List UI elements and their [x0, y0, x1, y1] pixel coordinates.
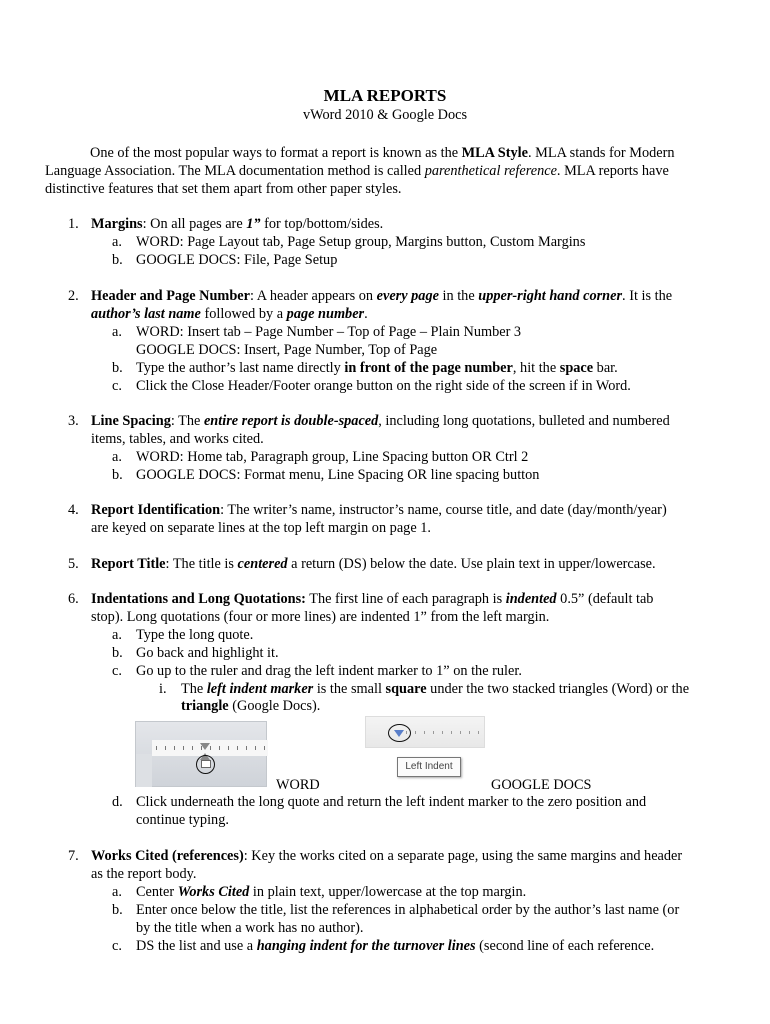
list-item: c. Go up to the ruler and drag the left indent marker to 1” on the ruler. — [112, 662, 522, 679]
list-item: c. Click the Close Header/Footer orange button on the right side of the screen if in Word. — [112, 377, 631, 394]
list-item: a. WORD: Home tab, Paragraph group, Line Spacing button OR Ctrl 2 — [112, 448, 529, 465]
word-ruler-image — [135, 721, 267, 787]
list-number: 5. — [68, 556, 79, 572]
list-item: a. WORD: Insert tab – Page Number – Top of Page – Plain Number 3 GOOGLE DOCS: Insert, Page Number, Top of Page — [112, 323, 522, 358]
ruler-ticks — [406, 731, 484, 734]
list-number: 3. — [68, 413, 79, 429]
list-item: b. Enter once below the title, list the references in alphabetical order by the author’s last name (or by the title when a work has no author). — [112, 901, 680, 936]
list-item: b. Type the author’s last name directly in front of the page number, hit the space bar. — [112, 359, 618, 376]
gdoc-caption: GOOGLE DOCS — [491, 777, 592, 793]
highlight-circle — [196, 755, 215, 774]
list-number: 7. — [68, 848, 79, 864]
list-item: a. WORD: Page Layout tab, Page Setup group, Margins button, Custom Margins — [112, 233, 586, 250]
word-caption: WORD — [276, 777, 320, 793]
gdoc-ruler-image — [365, 716, 485, 748]
page-subtitle: vWord 2010 & Google Docs — [302, 107, 468, 123]
ruler-ticks — [156, 746, 266, 750]
list-item: d. Click underneath the long quote and return the left indent marker to the zero position and continue typing. — [112, 794, 647, 828]
intro-paragraph: One of the most popular ways to format a report is known as the MLA Style. MLA stands for Modern Language Association. The MLA documentation method is called parenthetical reference. MLA reports have distinctive features that set them apart from other paper styles. — [45, 145, 675, 197]
list-item: a. Type the long quote. — [112, 626, 254, 643]
list-item: b. GOOGLE DOCS: File, Page Setup — [112, 251, 338, 268]
ruler-sidebar — [136, 754, 152, 787]
first-line-indent-triangle-icon — [200, 743, 210, 750]
list-number: 1. — [68, 216, 79, 232]
list-number: 4. — [68, 502, 79, 518]
list-number: 2. — [68, 288, 79, 304]
list-number: 6. — [68, 591, 79, 607]
document-page: MLA REPORTS vWord 2010 & Google Docs One of the most popular ways to format a report is known as the MLA Style. MLA stands for Modern Language Association. The MLA documentation method is called parenthetical reference. MLA reports have distinctive features that set them apart from other paper styles. 1. Margins: On all pages are 1” for top/bottom/sides. a. WORD: Page Layout tab, Page Setup group, Margins button, Custom Margins b. GOOGLE DOCS: File, Page Setup 2. Header and Page Number: A header appears on every page in the upper-right hand corner. It is the author’s last name followed by a page number. a. WORD: Insert tab – Page Number – Top of Page – Plain Number 3 GOOGLE DOCS: Insert, Page Number, Top of Page b. Type the author’s last name directly in front of the page number, hit the space bar. c. Click the Close Header/Footer orange button on the right side of the screen if in Word. 3. Line Spacing: The entire report is double-spaced, including long quotations, bulleted and numbered items, tables, and works cited. a. WORD: Home tab, Paragraph group, Line Spacing button OR Ctrl 2 b. GOOGLE DOCS: Format menu, Line Spacing OR line spacing button 4. Report Identification: The writer’s name, instructor’s name, course title, and date (day/month/year) are keyed on separate lines at the top left margin on page 1. 5. Report Title: The title is centered a return (DS) below the date. Use plain text in upper/lowercase. 6. Indentations and Long Quotations: The first line of each paragraph is indented 0.5” (default tab stop). Long quotations (four or more lines) are indented 1” from the left margin. a. Type the long quote. b. Go back and highlight it. c. Go up to the ruler and drag the left indent marker to 1” on the ruler. i. The left indent marker is the small square under the two stacked triangles (Word) or the triangle (Google Docs). Left Indent WORD GOOGLE DOCS d. Click underneath the long quote and return the left indent marker to the zero position and continue typing. 7. Works Cited (references): Key the works cited on a separate page, using the same margins and header as the report body. a. Center Works Cited in plain text, upper/lowercase at the top margin. b. Enter once below the title, list the references in alphabetical order by the author’s last name (or by the title when a work has no author). c. DS the list and use a hanging indent for the turnover lines (second line of each reference. — [0, 0, 770, 1024]
left-indent-tooltip: Left Indent — [397, 757, 461, 777]
list-item: b. Go back and highlight it. — [112, 644, 279, 661]
highlight-circle — [388, 724, 411, 742]
list-item: a. Center Works Cited in plain text, upper/lowercase at the top margin. — [112, 883, 527, 900]
list-item: b. GOOGLE DOCS: Format menu, Line Spacing OR line spacing button — [112, 466, 540, 483]
list-item: c. DS the list and use a hanging indent for the turnover lines (second line of each reference. — [112, 937, 655, 954]
page-title: MLA REPORTS — [323, 86, 447, 105]
list-item: i. The left indent marker is the small square under the two stacked triangles (Word) or the triangle (Google Docs). — [159, 680, 690, 715]
